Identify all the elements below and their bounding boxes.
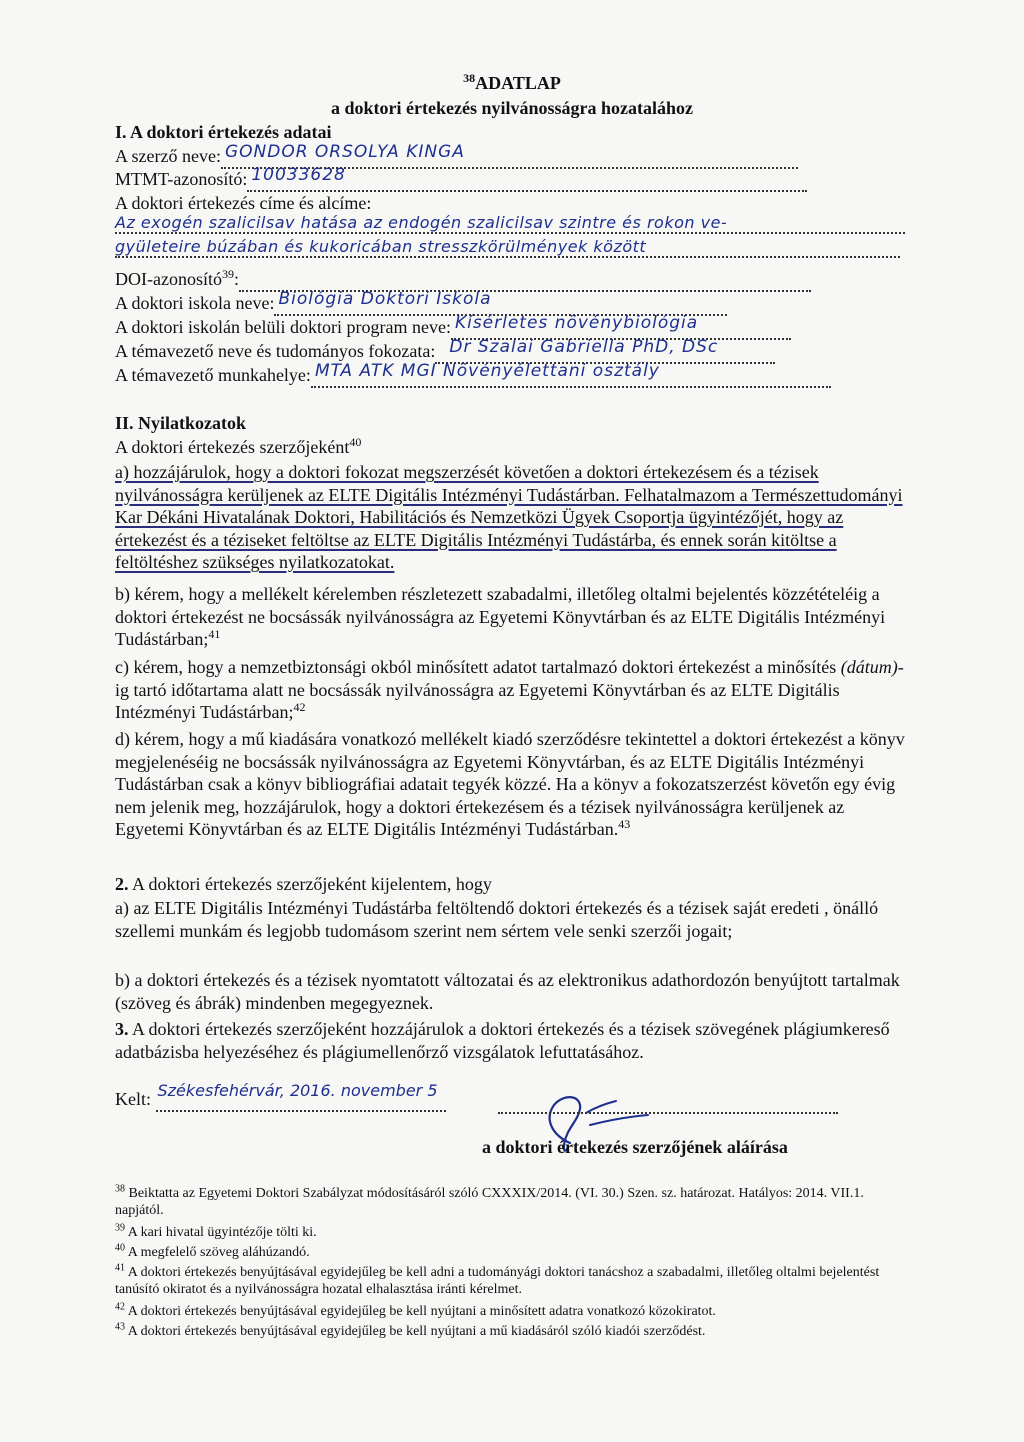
workplace-field[interactable] xyxy=(311,361,831,388)
d-footnote-ref: 43 xyxy=(618,817,631,831)
title-footnote-ref: 38 xyxy=(463,71,476,85)
footnote-number: 42 xyxy=(115,1301,125,1313)
kelt-row xyxy=(115,1081,446,1112)
section1-heading: I. A doktori értekezés adatai xyxy=(115,122,332,142)
supervisor-label: A témavezető neve és tudományos fokozata: xyxy=(115,341,436,361)
p2-text: A doktori értekezés szerzőjeként kijelentem, hogy xyxy=(128,874,492,894)
b-text: b) kérem, hogy a mellékelt kérelemben részletezett szabadalmi, illetőleg oltalmi bejelentés közzétételéig a doktori értekezést ne bocsássák nyilvánosságra az Egyetemi Könyvtárban és az ELTE Digitális Intézményi Tudástárban; xyxy=(115,584,886,649)
mtmt-label: MTMT-azonosító: xyxy=(115,169,248,189)
footnote-41 xyxy=(115,1264,905,1298)
declaration-d xyxy=(115,728,905,841)
doi-footnote-ref: 39 xyxy=(221,267,234,281)
p2-number: 2. xyxy=(115,874,129,894)
school-value: Biológia Doktori Iskola xyxy=(278,289,492,309)
declaration-2 xyxy=(115,873,905,896)
kelt-value: Székesfehérvár, 2016. november 5 xyxy=(157,1081,438,1100)
kelt-label: Kelt: xyxy=(115,1089,151,1109)
footnote-39 xyxy=(115,1224,905,1241)
declaration-2b: b) a doktori értekezés és a tézisek nyomtatott változatai és az elektronikus adathordozón benyújtott tartalmak (szöveg és ábrák) mindenben megegyeznek. xyxy=(115,970,900,1013)
p3-text: A doktori értekezés szerzőjeként hozzájárulok a doktori értekezés és a tézisek szövegének plágiumkereső adatbázisba helyezéséhez és plágiumellenőrző vizsgálatok lefuttatásához. xyxy=(115,1019,890,1062)
b-footnote-ref: 41 xyxy=(208,627,221,641)
program-label: A doktori iskolán belüli doktori program neve: xyxy=(115,317,451,337)
footnote-text: A doktori értekezés benyújtásával egyidejűleg be kell nyújtani a minősített adatra vonatkozó közokiratot. xyxy=(125,1304,716,1319)
intro-text: A doktori értekezés szerzőjeként xyxy=(115,437,350,457)
workplace-row xyxy=(115,361,831,388)
kelt-field[interactable] xyxy=(156,1081,446,1112)
form-subtitle: a doktori értekezés nyilvánosságra hozatalához xyxy=(331,98,693,118)
workplace-label: A témavezető munkahelye: xyxy=(115,365,311,385)
section2-heading: II. Nyilatkozatok xyxy=(115,413,247,433)
footnote-number: 38 xyxy=(115,1183,125,1195)
declaration-intro xyxy=(115,437,361,458)
declaration-2a: a) az ELTE Digitális Intézményi Tudástárba feltöltendő doktori értekezés és a tézisek saját eredeti , önálló szellemi munkám és legjobb tudomásom szerint nem sértem vele senki szerzői jogait; xyxy=(115,898,879,941)
footnote-40 xyxy=(115,1244,905,1261)
mtmt-value: 10033628 xyxy=(251,165,346,185)
mtmt-row xyxy=(115,165,807,192)
footnote-text: A kari hivatal ügyintézője tölti ki. xyxy=(125,1225,317,1240)
declaration-c xyxy=(115,656,905,724)
author-value: GONDOR ORSOLYA KINGA xyxy=(224,142,465,162)
footnote-number: 39 xyxy=(115,1222,125,1234)
intro-footnote-ref: 40 xyxy=(349,435,362,449)
footnote-text: Beiktatta az Egyetemi Doktori Szabályzat módosításáról szóló CXXXIX/2014. (VI. 30.) Szen. sz. határozat. Hatályos: 2014. VII.1. napjától. xyxy=(115,1186,864,1218)
p3-number: 3. xyxy=(115,1019,129,1039)
program-value: Kísérletes növénybiológia xyxy=(454,313,699,333)
footnote-42 xyxy=(115,1303,905,1320)
signature-label: a doktori értekezés szerzőjének aláírása xyxy=(482,1137,788,1157)
footnote-43 xyxy=(115,1323,905,1340)
signature-line[interactable] xyxy=(498,1112,838,1114)
c-date-placeholder: (dátum) xyxy=(840,657,898,677)
doi-colon: : xyxy=(233,269,239,289)
footnote-text: A doktori értekezés benyújtásával egyidejűleg be kell adni a tudományági doktori tanácshoz a szabadalmi, illetőleg oltalmi bejelentést tanúsító okiratot és a nyilvánosságra hozatal elhalasztása iránti kérelmet. xyxy=(115,1265,880,1297)
footnote-number: 41 xyxy=(115,1262,125,1274)
doi-label: DOI-azonosító xyxy=(115,269,222,289)
c-text-2: -ig tartó időtartama alatt ne bocsássák nyilvánosságra az Egyetemi Könyvtárban és az ELTE Digitális Intézményi Tudástárban; xyxy=(115,657,904,722)
author-row xyxy=(115,142,798,169)
supervisor-value: Dr Szalai Gabriella PhD, DSc xyxy=(449,337,719,357)
thesis-title-line1[interactable]: Az exogén szalicilsav hatása az endogén szalicilsav szintre és rokon ve- xyxy=(115,213,905,234)
footnote-number: 43 xyxy=(115,1321,125,1333)
thesis-title-line2[interactable]: gyületeire búzában és kukoricában stresszkörülmények között xyxy=(115,237,900,258)
workplace-value: MTA ATK MGI Növényélettani osztály xyxy=(314,361,660,381)
footnote-text: A megfelelő szöveg aláhúzandó. xyxy=(125,1245,310,1260)
footnote-38 xyxy=(115,1185,905,1219)
c-footnote-ref: 42 xyxy=(293,700,306,714)
c-text-1: c) kérem, hogy a nemzetbiztonsági okból minősített adatot tartalmazó doktori értekezést a minősítés xyxy=(115,657,841,677)
school-label: A doktori iskola neve: xyxy=(115,293,275,313)
thesis-title-label: A doktori értekezés címe és alcíme: xyxy=(115,193,372,213)
footnote-text: A doktori értekezés benyújtásával egyidejűleg be kell nyújtani a mű kiadásáról szóló kiadói szerződést. xyxy=(125,1324,706,1339)
declaration-a: a) hozzájárulok, hogy a doktori fokozat megszerzését követően a doktori értekezésem és a tézisek nyilvánosságra kerüljenek az ELTE Digitális Intézményi Tudástárban. Felhatalmazom a Természettudományi Kar Dékáni Hivatalának Doktori, Habilitációs és Nemzetközi Ügyek Csoportja ügyintézőjét, hogy az értekezést és a téziseket feltöltse az ELTE Digitális Intézményi Tudástárba, és ennek során kitöltse a feltöltéshez szükséges nyilatkozatokat. xyxy=(115,462,903,572)
title-text: ADATLAP xyxy=(475,73,561,93)
author-label: A szerző neve: xyxy=(115,146,221,166)
declaration-3 xyxy=(115,1018,905,1063)
mtmt-field[interactable] xyxy=(247,165,807,192)
d-text: d) kérem, hogy a mű kiadására vonatkozó mellékelt kiadó szerződésre tekintettel a doktori értekezést a könyv megjelenéséig ne bocsássák nyilvánosságra az Egyetemi Könyvtárban, és az ELTE Digitális Intézményi Tudástárban csak a könyv bibliográfiai adatait tegyék közzé. Ha a könyv a fokozatszerzést követőn egy évig nem jelenik meg, hozzájárulok, hogy a doktori értekezésem és a tézisek nyilvánosságra kerüljenek az Egyetemi Könyvtárban és az ELTE Digitális Intézményi Tudástárban. xyxy=(115,729,905,839)
declaration-b xyxy=(115,583,905,651)
form-title xyxy=(0,73,1024,94)
footnote-number: 40 xyxy=(115,1242,125,1254)
